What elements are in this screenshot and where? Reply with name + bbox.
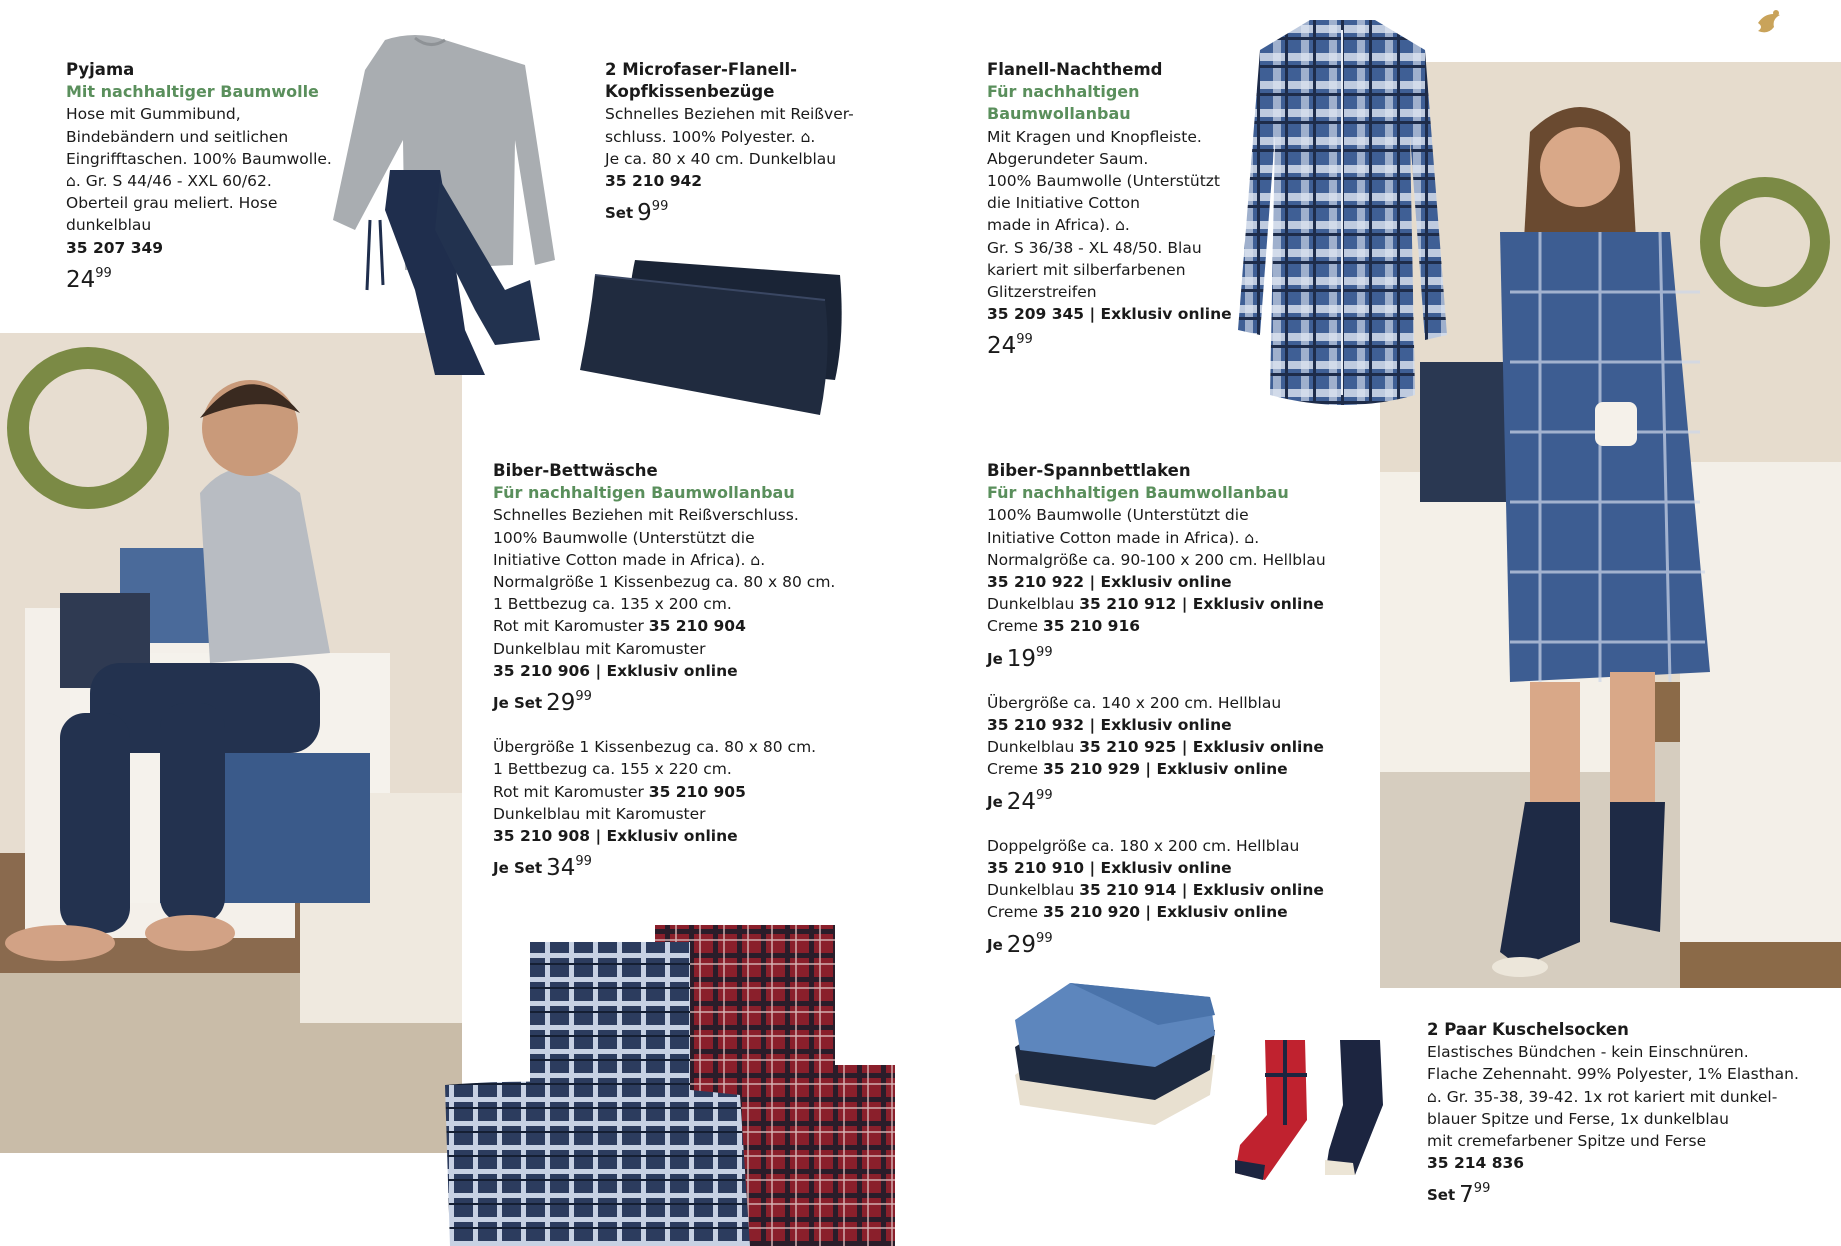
bedlinen-desc-line: Initiative Cotton made in Africa). ⌂.: [493, 550, 766, 569]
bedlinen-variant-article: 35 210 908 | Exklusiv online: [493, 827, 738, 846]
socks-title: 2 Paar Kuschelsocken: [1427, 1020, 1629, 1039]
socks-desc-line: Flache Zehennaht. 99% Polyester, 1% Elasthan.: [1427, 1065, 1799, 1084]
bedlinen-product-image: [440, 920, 900, 1246]
price-prefix: Je: [987, 792, 1003, 811]
bedlinen-variant-label: Dunkelblau mit Karomuster: [493, 639, 706, 658]
price-main: 19: [1006, 645, 1037, 672]
fittedsheet-variant-line: [987, 879, 1357, 901]
variant-article: 35 210 914 | Exklusiv online: [1079, 881, 1324, 900]
photo-man-pyjama: [0, 333, 462, 1153]
variant-label: Creme: [987, 760, 1043, 779]
socks-desc-line: mit cremefarbener Spitze und Ferse: [1427, 1132, 1707, 1151]
nightshirt-price: [987, 329, 1237, 359]
variant-article: 35 210 912 | Exklusiv online: [1079, 595, 1324, 614]
bedlinen-title: Biber-Bettwäsche: [493, 461, 658, 480]
nightshirt-block: [987, 59, 1237, 360]
variant-article: 35 210 925 | Exklusiv online: [1079, 738, 1324, 757]
price-main: 24: [987, 333, 1017, 360]
bedlinen-desc-line: 1 Bettbezug ca. 135 x 200 cm.: [493, 595, 732, 614]
price-cents: 99: [1036, 787, 1053, 803]
fittedsheet-desc-line: Übergröße ca. 140 x 200 cm. Hellblau: [987, 693, 1282, 712]
bedlinen-desc-line: 100% Baumwolle (Unterstützt die: [493, 528, 755, 547]
bedlinen-variant-line: [493, 781, 853, 803]
nightshirt-desc-line: Mit Kragen und Knopfleiste.: [987, 127, 1202, 146]
pyjama-desc-line: Eingrifftaschen. 100% Baumwolle.: [66, 149, 332, 168]
nightshirt-desc-line: 100% Baumwolle (Unterstützt: [987, 172, 1220, 191]
variant-article: 35 210 916: [1042, 617, 1141, 636]
pyjama-desc-line: Oberteil grau meliert. Hose: [66, 194, 278, 213]
price-main: 34: [546, 855, 576, 882]
variant-article: 35 210 905: [648, 782, 746, 801]
price-cents: 99: [1036, 930, 1053, 946]
pyjama-block: [66, 59, 336, 293]
price-main: 24: [66, 266, 96, 293]
price-main: 29: [1006, 931, 1037, 958]
nightshirt-article-number: 35 209 345 | Exklusiv online: [987, 305, 1232, 324]
fittedsheet-product-image: [1010, 975, 1225, 1135]
price-prefix: Set: [605, 204, 634, 223]
nightshirt-subtitle-1: Für nachhaltigen: [987, 82, 1140, 102]
price-cents: 99: [1473, 1181, 1491, 1197]
pyjama-desc-line: Bindebändern und seitlichen: [66, 127, 289, 146]
pillowcase-title-2: Kopfkissenbezüge: [605, 82, 775, 102]
fittedsheet-variant-line: [987, 593, 1357, 615]
price-main: 29: [546, 690, 576, 717]
nightshirt-title: Flanell-Nachthemd: [987, 60, 1163, 79]
variant-label: Creme: [987, 903, 1043, 922]
pillowcase-desc-line: Je ca. 80 x 40 cm. Dunkelblau: [605, 149, 837, 168]
socks-article-number: 35 214 836: [1427, 1154, 1525, 1173]
price-prefix: Set: [1427, 1186, 1456, 1205]
bedlinen-variant-label: Dunkelblau mit Karomuster: [493, 804, 706, 823]
socks-product-image: [1225, 1035, 1405, 1185]
pyjama-desc-line: ⌂. Gr. S 44/46 - XXL 60/62.: [66, 172, 272, 191]
nightshirt-desc-line: Abgerundeter Saum.: [987, 149, 1149, 168]
pillowcase-price: [605, 196, 865, 226]
bedlinen-price-normal: [493, 686, 853, 716]
fittedsheet-article: 35 210 922 | Exklusiv online: [987, 573, 1232, 592]
nightshirt-subtitle-2: Baumwollanbau: [987, 104, 1131, 124]
socks-desc-line: blauer Spitze und Ferse, 1x dunkelblau: [1427, 1109, 1730, 1128]
pyjama-desc-line: dunkelblau: [66, 216, 152, 235]
socks-price: [1427, 1178, 1832, 1208]
pyjama-subtitle: Mit nachhaltiger Baumwolle: [66, 82, 319, 102]
bedlinen-desc-line: Normalgröße 1 Kissenbezug ca. 80 x 80 cm.: [493, 573, 836, 592]
bedlinen-subtitle: Für nachhaltigen Baumwollanbau: [493, 483, 795, 503]
variant-article: 35 210 904: [648, 617, 746, 636]
fittedsheet-price-normal: [987, 642, 1357, 672]
variant-label: Creme: [987, 617, 1043, 636]
pillowcase-title-1: 2 Microfaser-Flanell-: [605, 60, 798, 79]
pyjama-article-number: 35 207 349: [66, 238, 164, 257]
variant-article: 35 210 929 | Exklusiv online: [1042, 760, 1288, 779]
variant-label: Dunkelblau: [987, 881, 1080, 900]
fittedsheet-desc-line: Doppelgröße ca. 180 x 200 cm. Hellblau: [987, 836, 1300, 855]
variant-label: Dunkelblau: [987, 738, 1080, 757]
fittedsheet-variant-line: [987, 901, 1357, 923]
bedlinen-variant-line: [493, 615, 853, 637]
price-prefix: Je: [987, 649, 1003, 668]
price-prefix: Je: [987, 935, 1003, 954]
pyjama-title: Pyjama: [66, 60, 135, 79]
fittedsheet-variant-line: [987, 758, 1357, 780]
pyjama-price: [66, 263, 336, 293]
pyjama-product-image: [325, 30, 565, 380]
bedlinen-desc-line: Schnelles Beziehen mit Reißverschluss.: [493, 506, 799, 525]
nightshirt-desc-line: Gr. S 36/38 - XL 48/50. Blau: [987, 238, 1202, 257]
nightshirt-product-image: [1235, 15, 1450, 415]
bedlinen-desc-line: 1 Bettbezug ca. 155 x 220 cm.: [493, 760, 732, 779]
bedlinen-price-oversize: [493, 851, 853, 881]
variant-label: Dunkelblau: [987, 595, 1080, 614]
price-cents: 99: [651, 199, 669, 215]
variant-label: Rot mit Karomuster: [493, 617, 649, 636]
price-prefix: Je Set: [493, 694, 543, 713]
fittedsheet-price-oversize: [987, 785, 1357, 815]
variant-article: 35 210 920 | Exklusiv online: [1042, 903, 1288, 922]
fittedsheet-price-double: [987, 928, 1357, 958]
price-prefix: Je Set: [493, 859, 543, 878]
pillow-product-image: [570, 255, 850, 420]
pillowcase-article-number: 35 210 942: [605, 172, 703, 191]
pillowcase-block: [605, 59, 865, 226]
nightshirt-desc-line: made in Africa). ⌂.: [987, 216, 1130, 235]
fittedsheet-variant-line: [987, 615, 1357, 637]
nightshirt-desc-line: Glitzerstreifen: [987, 283, 1097, 302]
price-main: 24: [1006, 788, 1037, 815]
fittedsheet-title: Biber-Spannbettlaken: [987, 461, 1191, 480]
price-cents: 99: [1016, 332, 1033, 348]
fittedsheet-desc-line: 100% Baumwolle (Unterstützt die: [987, 506, 1249, 525]
fittedsheet-block: [987, 460, 1357, 958]
bedlinen-variant-article: 35 210 906 | Exklusiv online: [493, 661, 738, 680]
price-main: 9: [637, 200, 652, 227]
pillowcase-desc-line: Schnelles Beziehen mit Reißver-: [605, 105, 854, 124]
pillowcase-desc-line: schluss. 100% Polyester. ⌂.: [605, 127, 816, 146]
fittedsheet-article: 35 210 910 | Exklusiv online: [987, 859, 1232, 878]
nightshirt-desc-line: die Initiative Cotton: [987, 194, 1140, 213]
fittedsheet-desc-line: Normalgröße ca. 90-100 x 200 cm. Hellblau: [987, 550, 1326, 569]
socks-desc-line: Elastisches Bündchen - kein Einschnüren.: [1427, 1043, 1749, 1062]
pyjama-desc-line: Hose mit Gummibund,: [66, 105, 241, 124]
fittedsheet-variant-line: [987, 736, 1357, 758]
price-main: 7: [1459, 1182, 1474, 1209]
socks-desc-line: ⌂. Gr. 35-38, 39-42. 1x rot kariert mit dunkel-: [1427, 1087, 1778, 1106]
fittedsheet-desc-line: Initiative Cotton made in Africa). ⌂.: [987, 528, 1260, 547]
price-cents: 99: [1036, 644, 1053, 660]
variant-label: Rot mit Karomuster: [493, 782, 649, 801]
price-cents: 99: [95, 265, 112, 281]
nightshirt-desc-line: kariert mit silberfarbenen: [987, 260, 1186, 279]
bedlinen-block: [493, 460, 853, 881]
price-cents: 99: [575, 854, 592, 870]
price-cents: 99: [575, 689, 592, 705]
fittedsheet-article: 35 210 932 | Exklusiv online: [987, 716, 1232, 735]
bedlinen-desc-line: Übergröße 1 Kissenbezug ca. 80 x 80 cm.: [493, 738, 817, 757]
brand-logo-icon: [1752, 5, 1788, 41]
socks-block: [1427, 1019, 1832, 1209]
fittedsheet-subtitle: Für nachhaltigen Baumwollanbau: [987, 483, 1289, 503]
